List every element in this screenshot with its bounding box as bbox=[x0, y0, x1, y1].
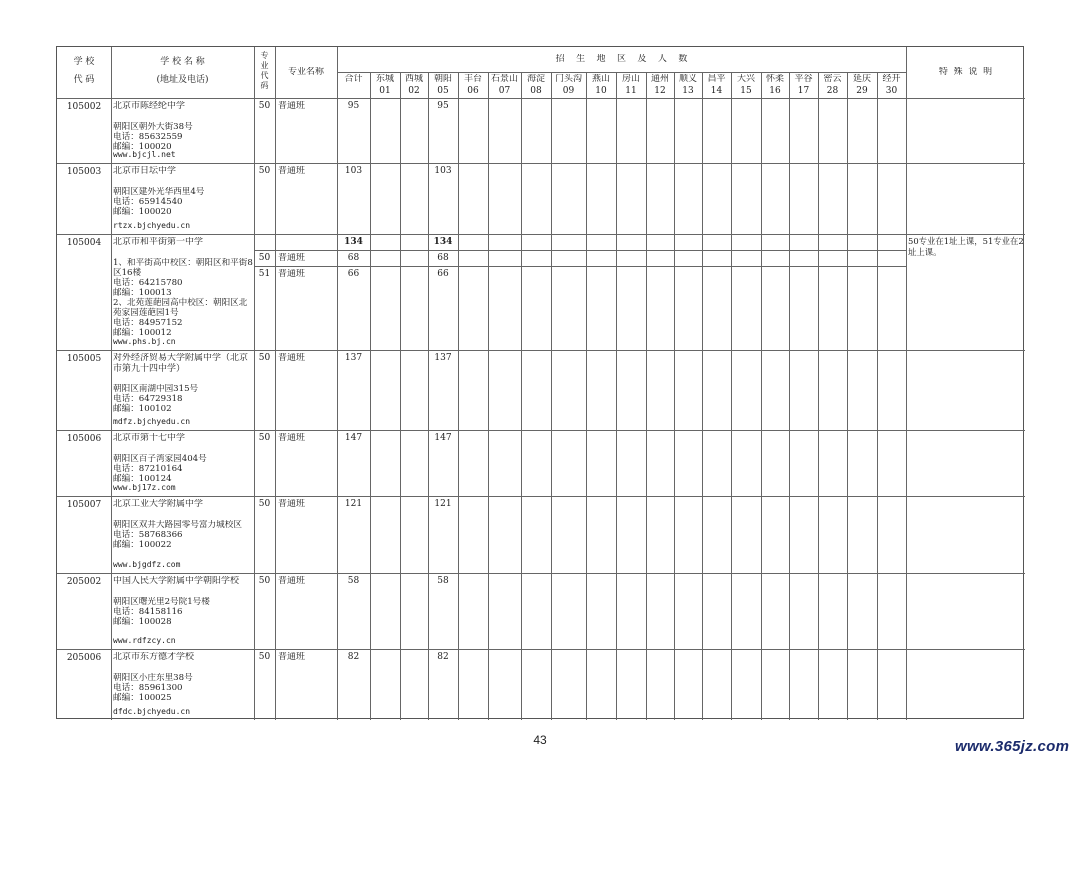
major-code bbox=[254, 237, 275, 248]
header-district-code-29: 29 bbox=[856, 86, 868, 96]
sub-row-divider bbox=[254, 250, 906, 251]
major-code: 50 bbox=[258, 253, 271, 263]
school-address: 朝阳区双井大路园零号富力城校区 电话：58768366 邮编：100022 bbox=[113, 519, 242, 550]
chaoyang-count: 137 bbox=[434, 353, 452, 363]
school-website: mdfz.bjchyedu.cn bbox=[113, 417, 191, 426]
header-district-14: 昌平 bbox=[707, 74, 726, 84]
header-major-code: 专 业 代 码 bbox=[260, 51, 269, 90]
total-count: 68 bbox=[347, 253, 360, 263]
school-website: www.bj17z.com bbox=[113, 483, 176, 492]
total-count: 121 bbox=[344, 499, 363, 509]
header-bottom-divider bbox=[57, 98, 1025, 99]
site-watermark: www.365jz.com bbox=[955, 738, 1070, 755]
header-district-code-16: 16 bbox=[769, 86, 781, 96]
total-count: 95 bbox=[347, 101, 360, 111]
major-code: 50 bbox=[258, 576, 271, 586]
header-district-05: 朝阳 bbox=[433, 74, 452, 84]
school-code: 105002 bbox=[66, 102, 102, 112]
header-district-09: 门头沟 bbox=[554, 74, 582, 84]
school-address: 朝阳区曙光里2号院1号楼 电话：84158116 邮编：100028 bbox=[113, 596, 210, 627]
column-divider bbox=[586, 72, 587, 720]
header-district-code-01: 01 bbox=[379, 86, 391, 96]
header-region-title: 招 生 地 区 及 人 数 bbox=[555, 54, 688, 64]
major-name: 普通班 bbox=[278, 353, 306, 363]
header-school-name: 学 校 名 称 (地址及电话) bbox=[156, 57, 209, 85]
header-district-28: 密云 bbox=[823, 74, 842, 84]
school-address: 朝阳区百子湾家园404号 电话：87210164 邮编：100124 bbox=[113, 453, 207, 484]
major-name: 普通班 bbox=[278, 253, 306, 263]
column-divider bbox=[646, 72, 647, 720]
header-district-code-12: 12 bbox=[654, 86, 666, 96]
header-district-06: 丰台 bbox=[463, 74, 482, 84]
school-website: www.rdfzcy.cn bbox=[113, 636, 176, 645]
major-code: 50 bbox=[258, 166, 271, 176]
school-name: 中国人民大学附属中学朝阳学校 bbox=[113, 576, 240, 586]
major-name: 普通班 bbox=[278, 499, 306, 509]
school-website: www.bjgdfz.com bbox=[113, 560, 181, 569]
column-divider bbox=[616, 72, 617, 720]
enrollment-table bbox=[56, 46, 1024, 719]
school-name: 北京市和平街第一中学 bbox=[113, 237, 204, 247]
chaoyang-count: 121 bbox=[434, 499, 452, 509]
school-address: 朝阳区小庄东里38号 电话：85961300 邮编：100025 bbox=[113, 672, 193, 703]
school-name: 北京市日坛中学 bbox=[113, 166, 177, 176]
header-district-code-17: 17 bbox=[797, 86, 810, 96]
column-divider bbox=[674, 72, 675, 720]
header-district-07: 石景山 bbox=[490, 74, 518, 84]
school-code: 105004 bbox=[66, 238, 102, 248]
header-district-code-08: 08 bbox=[530, 86, 542, 96]
school-code: 105003 bbox=[66, 167, 102, 177]
total-count: 82 bbox=[347, 652, 360, 662]
total-count: 137 bbox=[344, 353, 363, 363]
header-special-notes: 特 殊 说 明 bbox=[938, 67, 993, 77]
major-code: 50 bbox=[258, 101, 271, 111]
school-code: 205002 bbox=[66, 577, 102, 587]
header-district-29: 延庆 bbox=[852, 74, 871, 84]
school-address: 1、和平街高中校区：朝阳区和平街8区16楼 电话：64215780 邮编：100013 2、北苑莲葩园高中校区：朝阳区北苑家园莲葩园1号 电话：84957152 邮编：100012 bbox=[113, 257, 253, 338]
total-count: 66 bbox=[347, 269, 360, 279]
column-divider bbox=[731, 72, 732, 720]
header-sub-divider bbox=[337, 72, 906, 73]
total-count: 58 bbox=[347, 576, 360, 586]
header-district-17: 平谷 bbox=[794, 74, 813, 84]
header-district-code-02: 02 bbox=[408, 86, 420, 96]
header-school-code: 学 校 代 码 bbox=[73, 57, 95, 85]
school-code: 105006 bbox=[66, 434, 102, 444]
column-divider bbox=[702, 72, 703, 720]
column-divider bbox=[761, 72, 762, 720]
page-number: 43 bbox=[533, 733, 547, 747]
major-code: 50 bbox=[258, 433, 271, 443]
column-divider bbox=[521, 72, 522, 720]
school-address: 朝阳区建外光华西里4号 电话：65914540 邮编：100020 bbox=[113, 186, 205, 217]
header-major-name: 专业名称 bbox=[287, 67, 324, 77]
header-district-15: 大兴 bbox=[736, 74, 755, 84]
school-website: rtzx.bjchyedu.cn bbox=[113, 221, 191, 230]
total-count: 147 bbox=[344, 433, 363, 443]
chaoyang-count: 68 bbox=[437, 253, 449, 263]
header-district-13: 顺义 bbox=[678, 74, 697, 84]
header-district-code-14: 14 bbox=[710, 86, 723, 96]
chaoyang-count: 147 bbox=[434, 433, 452, 443]
chaoyang-count: 103 bbox=[434, 166, 452, 176]
column-divider bbox=[818, 72, 819, 720]
school-name: 对外经济贸易大学附属中学（北京市第九十四中学） bbox=[113, 353, 249, 374]
major-name: 普通班 bbox=[278, 269, 306, 279]
header-district-02: 西城 bbox=[404, 74, 423, 84]
column-divider bbox=[254, 47, 255, 720]
major-code: 50 bbox=[258, 353, 271, 363]
school-address: 朝阳区朝外大街38号 电话：85632559 邮编：100020 bbox=[113, 121, 193, 152]
chaoyang-count: 66 bbox=[437, 269, 449, 279]
column-divider bbox=[847, 72, 848, 720]
header-district-code-15: 15 bbox=[740, 86, 752, 96]
column-divider bbox=[551, 72, 552, 720]
special-note: 50专业在1址上课，51专业在2址上课。 bbox=[908, 236, 1024, 257]
major-code: 51 bbox=[258, 269, 271, 279]
header-district-08: 海淀 bbox=[526, 74, 545, 84]
school-website: www.bjcjl.net bbox=[113, 150, 176, 159]
school-name: 北京工业大学附属中学 bbox=[113, 499, 204, 509]
school-code: 105005 bbox=[66, 354, 102, 364]
header-district-10: 燕山 bbox=[591, 74, 610, 84]
total-count: 103 bbox=[344, 166, 363, 176]
header-district-16: 怀柔 bbox=[765, 74, 784, 84]
header-district-code-13: 13 bbox=[682, 86, 694, 96]
school-name: 北京市陈经纶中学 bbox=[113, 101, 186, 111]
school-website: dfdc.bjchyedu.cn bbox=[113, 707, 191, 716]
chaoyang-count: 95 bbox=[437, 101, 449, 111]
sub-row-divider bbox=[254, 266, 906, 267]
column-divider bbox=[488, 72, 489, 720]
header-district-code-28: 28 bbox=[826, 86, 839, 96]
header-district-code-10: 10 bbox=[595, 86, 607, 96]
header-district-code-07: 07 bbox=[498, 86, 511, 96]
column-divider bbox=[906, 47, 907, 720]
school-name: 北京市第十七中学 bbox=[113, 433, 186, 443]
chaoyang-count: 82 bbox=[437, 652, 449, 662]
major-name: 普通班 bbox=[278, 166, 306, 176]
header-district-11: 房山 bbox=[621, 74, 640, 84]
header-district-12: 通州 bbox=[650, 74, 669, 84]
chaoyang-count: 58 bbox=[437, 576, 449, 586]
header-district-code-30: 30 bbox=[885, 86, 898, 96]
column-divider bbox=[458, 72, 459, 720]
column-divider bbox=[111, 47, 112, 720]
major-name: 普通班 bbox=[278, 652, 306, 662]
school-name: 北京市东方德才学校 bbox=[113, 652, 195, 662]
school-address: 朝阳区南湖中园315号 电话：64729318 邮编：100102 bbox=[113, 384, 199, 414]
column-divider bbox=[877, 72, 878, 720]
major-name: 普通班 bbox=[278, 576, 306, 586]
header-district-01: 东城 bbox=[375, 74, 394, 84]
header-district-code-11: 11 bbox=[625, 86, 637, 96]
major-name bbox=[278, 237, 336, 248]
school-website: www.phs.bj.cn bbox=[113, 337, 176, 346]
major-name: 普通班 bbox=[278, 101, 306, 111]
major-code: 50 bbox=[258, 499, 271, 509]
column-divider bbox=[337, 47, 338, 720]
school-code: 105007 bbox=[66, 500, 102, 510]
major-code: 50 bbox=[258, 652, 271, 662]
school-code: 205006 bbox=[66, 653, 102, 663]
column-divider bbox=[370, 72, 371, 720]
column-divider bbox=[275, 47, 276, 720]
header-district-30: 经开 bbox=[882, 74, 901, 84]
column-divider bbox=[789, 72, 790, 720]
header-district-code-06: 06 bbox=[467, 86, 479, 96]
chaoyang-count: 134 bbox=[433, 237, 453, 247]
total-count: 134 bbox=[344, 237, 363, 247]
header-district-code-09: 09 bbox=[562, 86, 575, 96]
header-total: 合计 bbox=[344, 74, 363, 84]
column-divider bbox=[400, 72, 401, 720]
header-district-code-05: 05 bbox=[437, 86, 449, 96]
major-name: 普通班 bbox=[278, 433, 306, 443]
